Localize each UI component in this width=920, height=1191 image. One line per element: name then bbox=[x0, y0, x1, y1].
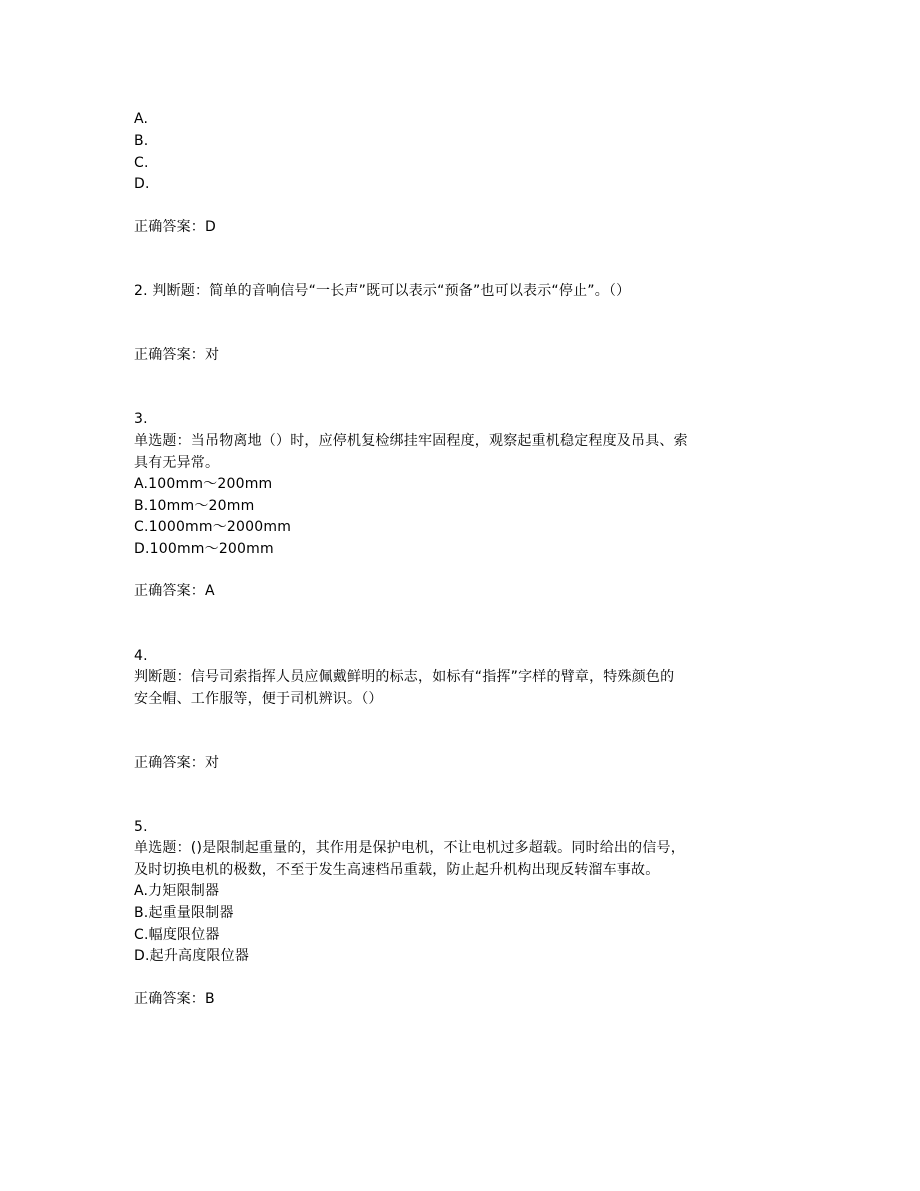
q3-option-a: A.100mm～200mm bbox=[134, 476, 273, 492]
q1-option-a: A. bbox=[134, 111, 149, 127]
q1-answer: 正确答案：D bbox=[134, 219, 216, 235]
q2-answer: 正确答案：对 bbox=[134, 347, 220, 363]
q4-number: 4. bbox=[134, 648, 148, 664]
q4-stem-line2: 安全帽、工作服等，便于司机辨识。（） bbox=[134, 691, 383, 707]
q3-stem-line1: 单选题：当吊物离地（）时，应停机复检绑挂牢固程度，观察起重机稳定程度及吊具、索 bbox=[134, 433, 688, 449]
q5-option-b: B.起重量限制器 bbox=[134, 905, 234, 921]
q3-answer: 正确答案：A bbox=[134, 583, 215, 599]
q5-option-a: A.力矩限制器 bbox=[134, 883, 220, 899]
q4-stem-line1: 判断题：信号司索指挥人员应佩戴鲜明的标志，如标有“指挥”字样的臂章，特殊颜色的 bbox=[134, 669, 675, 685]
q3-option-d: D.100mm～200mm bbox=[134, 541, 274, 557]
q3-stem-line2: 具有无异常。 bbox=[134, 455, 220, 471]
q3-option-c: C.1000mm～2000mm bbox=[134, 519, 292, 535]
q5-option-d: D.起升高度限位器 bbox=[134, 948, 250, 964]
q4-answer: 正确答案：对 bbox=[134, 755, 220, 771]
q5-stem-line1: 单选题：()是限制起重量的，其作用是保护电机，不让电机过多超载。同时给出的信号， bbox=[134, 840, 685, 856]
q2-stem: 2. 判断题：简单的音响信号“一长声”既可以表示“预备”也可以表示“停止”。（） bbox=[134, 283, 631, 299]
q1-option-b: B. bbox=[134, 133, 149, 149]
q5-option-c: C.幅度限位器 bbox=[134, 927, 220, 943]
q1-option-d: D. bbox=[134, 176, 150, 192]
q3-number: 3. bbox=[134, 411, 148, 427]
q5-number: 5. bbox=[134, 819, 148, 835]
q5-stem-line2: 及时切换电机的极数，不至于发生高速档吊重载，防止起升机构出现反转溜车事故。 bbox=[134, 862, 660, 878]
q5-answer: 正确答案：B bbox=[134, 991, 215, 1007]
q3-option-b: B.10mm～20mm bbox=[134, 498, 255, 514]
q1-option-c: C. bbox=[134, 155, 149, 171]
